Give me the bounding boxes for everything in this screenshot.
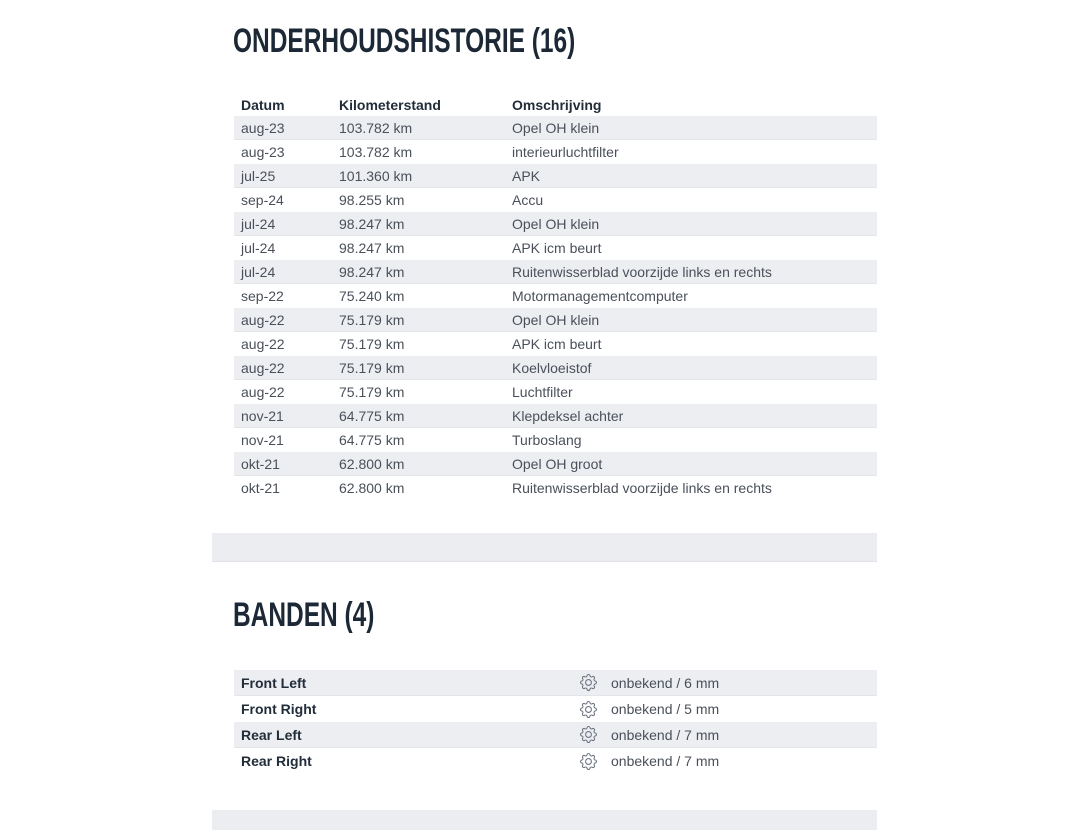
cell-datum: nov-21 (241, 432, 284, 448)
cell-kilometerstand: 75.179 km (339, 359, 405, 376)
cell-omschrijving: Ruitenwisserblad voorzijde links en rechts (512, 480, 772, 496)
content-area (212, 0, 877, 830)
tire-tread-value: onbekend / 7 mm (611, 726, 720, 743)
cell-datum: aug-22 (241, 311, 285, 328)
maintenance-row (234, 284, 877, 308)
maintenance-table-header (234, 94, 877, 116)
cell-omschrijving: Opel OH klein (512, 311, 600, 328)
tire-row (234, 748, 877, 774)
cell-omschrijving: Opel OH klein (512, 215, 600, 232)
cell-datum: sep-24 (241, 192, 284, 208)
maintenance-row (234, 428, 877, 452)
cell-omschrijving: Motormanagementcomputer (512, 288, 688, 304)
cell-omschrijving: Accu (512, 192, 544, 208)
cell-kilometerstand: 103.782 km (339, 119, 413, 136)
maintenance-row (234, 140, 877, 164)
cell-omschrijving: Opel OH klein (512, 119, 600, 136)
cell-kilometerstand: 101.360 km (339, 167, 413, 184)
cell-omschrijving: APK icm beurt (512, 336, 602, 352)
cell-datum: jul-24 (241, 240, 276, 256)
tire-row (234, 722, 877, 748)
cell-kilometerstand: 75.179 km (339, 384, 405, 400)
cell-datum: aug-23 (241, 144, 285, 160)
cell-kilometerstand: 64.775 km (339, 432, 405, 448)
gear-icon (578, 699, 598, 719)
cell-omschrijving: Klepdeksel achter (512, 407, 624, 424)
cell-kilometerstand: 103.782 km (339, 144, 413, 160)
cell-datum: jul-24 (241, 215, 276, 232)
cell-omschrijving: Opel OH groot (512, 455, 603, 472)
cell-kilometerstand: 98.247 km (339, 240, 405, 256)
cell-kilometerstand: 64.775 km (339, 407, 405, 424)
cell-kilometerstand: 75.179 km (339, 311, 405, 328)
gear-icon (578, 751, 598, 771)
cell-omschrijving: Luchtfilter (512, 384, 573, 400)
cell-datum: jul-25 (241, 167, 276, 184)
tires-table (234, 670, 877, 774)
cell-datum: aug-22 (241, 336, 285, 352)
maintenance-table (234, 94, 877, 500)
cell-omschrijving: Turboslang (512, 432, 582, 448)
maintenance-row (234, 260, 877, 284)
tire-row (234, 696, 877, 722)
tire-position-label: Rear Right (241, 753, 312, 769)
cell-kilometerstand: 98.247 km (339, 215, 405, 232)
cell-kilometerstand: 98.255 km (339, 192, 405, 208)
tire-tread-value: onbekend / 6 mm (611, 674, 720, 691)
tire-tread-value: onbekend / 7 mm (611, 753, 720, 769)
maintenance-row (234, 404, 877, 428)
cell-kilometerstand: 62.800 km (339, 480, 405, 496)
maintenance-row (234, 380, 877, 404)
column-header-omschrijving: Omschrijving (512, 97, 602, 113)
cell-omschrijving: Ruitenwisserblad voorzijde links en rechts (512, 263, 772, 280)
gear-icon (578, 725, 598, 745)
maintenance-row (234, 212, 877, 236)
maintenance-row (234, 116, 877, 140)
cell-omschrijving: interieurluchtfilter (512, 144, 619, 160)
cell-omschrijving: APK icm beurt (512, 240, 602, 256)
cell-datum: sep-22 (241, 288, 284, 304)
cell-omschrijving: Koelvloeistof (512, 359, 592, 376)
tire-tread-value: onbekend / 5 mm (611, 701, 720, 717)
tires-section-title: BANDEN (4) (233, 596, 375, 634)
maintenance-row (234, 308, 877, 332)
cell-datum: aug-23 (241, 119, 285, 136)
cell-datum: nov-21 (241, 407, 284, 424)
tire-row (234, 670, 877, 696)
cell-datum: okt-21 (241, 480, 280, 496)
maintenance-row (234, 188, 877, 212)
maintenance-row (234, 476, 877, 500)
maintenance-row (234, 452, 877, 476)
maintenance-row (234, 236, 877, 260)
maintenance-table-body (234, 116, 877, 500)
maintenance-row (234, 164, 877, 188)
cell-kilometerstand: 98.247 km (339, 263, 405, 280)
gear-icon (578, 673, 598, 693)
cell-kilometerstand: 75.179 km (339, 336, 405, 352)
column-header-kilometerstand: Kilometerstand (339, 97, 441, 113)
cell-datum: aug-22 (241, 359, 285, 376)
column-header-datum: Datum (241, 97, 285, 113)
maintenance-row (234, 356, 877, 380)
cell-omschrijving: APK (512, 167, 541, 184)
section-divider (212, 533, 877, 562)
cell-datum: jul-24 (241, 263, 276, 280)
cell-datum: aug-22 (241, 384, 285, 400)
tire-position-label: Front Right (241, 701, 317, 717)
maintenance-row (234, 332, 877, 356)
cell-kilometerstand: 62.800 km (339, 455, 405, 472)
maintenance-section-title: ONDERHOUDSHISTORIE (16) (233, 22, 576, 60)
cell-kilometerstand: 75.240 km (339, 288, 405, 304)
tire-position-label: Front Left (241, 674, 307, 691)
next-section-band (212, 810, 877, 830)
cell-datum: okt-21 (241, 455, 280, 472)
tire-position-label: Rear Left (241, 726, 302, 743)
